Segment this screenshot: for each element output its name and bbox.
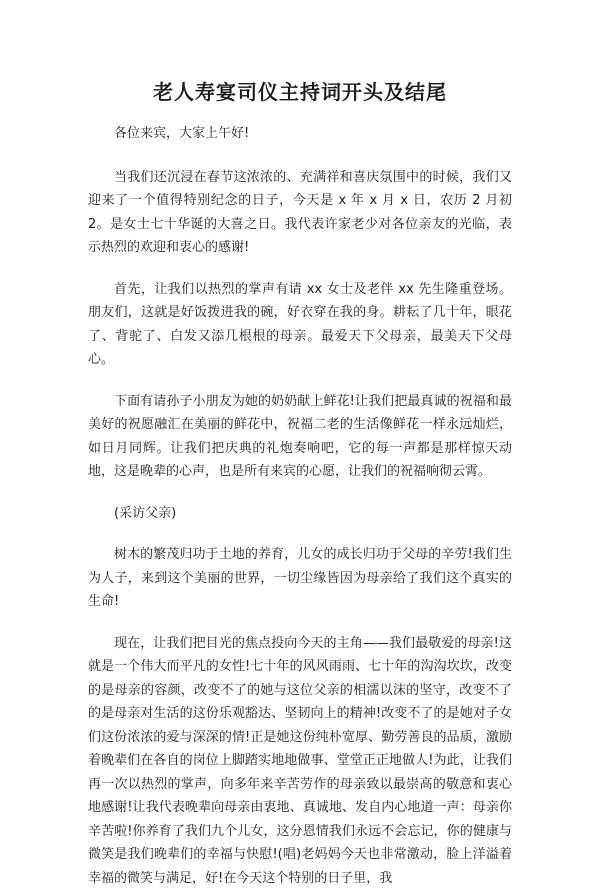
body-paragraph: 下面有请孙子小朋友为她的奶奶献上鲜花!让我们把最真诚的祝福和最美好的祝愿融汇在美丽的鲜花中，祝福二老的生活像鲜花一样永远灿烂，如日月同辉。让我们把庆典的礼炮奏响吧，它的每一声都是那样惊天动地，这是晚辈的心声，也是所有来宾的心愿，让我们的祝福响彻云霄。 [88, 390, 512, 484]
document-title: 老人寿宴司仪主持词开头及结尾 [88, 78, 512, 106]
body-paragraph: 树木的繁茂归功于土地的养育，儿女的成长归功于父母的辛劳!我们生为人子，来到这个美丽的世界，一切尘缘皆因为母亲给了我们这个真实的生命! [88, 543, 512, 614]
body-paragraph: 现在，让我们把目光的焦点投向今天的主角——我们最敬爱的母亲!这就是一个伟大而平凡的女性!七十年的风风雨雨、七十年的沟沟坎坎，改变的是母亲的容颜，改变不了的她与这位父亲的相濡以沫的坚守，改变不了的是母亲对生活的这份乐观豁达、坚韧向上的精神!改变不了的是她对子女们这份浓浓的爱与深深的情!正是她这份纯朴宽厚、勤劳善良的品质，激励着晚辈们在各自的岗位上脚踏实地地做事、堂堂正正地做人!为此，让我们再一次以热烈的掌声，向多年来辛苦劳作的母亲致以最崇高的敬意和衷心地感谢!让我代表晚辈向母亲由衷地、真诚地、发自内心地道一声：母亲你辛苦啦!你养育了我们九个儿女，这分恩情我们永远不会忘记，你的健康与微笑是我们晚辈们的幸福与快慰!(唱)老妈妈今天也非常激动，脸上洋溢着幸福的微笑与满足，好!在今天这个特别的日子里，我 [88, 632, 512, 890]
body-paragraph: 当我们还沉浸在春节这浓浓的、充满祥和喜庆氛围中的时候，我们又迎来了一个值得特别纪念的日子，今天是 x 年 x 月 x 日，农历 2 月初 2。是女士七十华诞的大喜之日。我代表许家老少对各位亲友的光临，表示热烈的欢迎和衷心的感谢! [88, 166, 512, 260]
stage-note: (采访父亲) [88, 502, 512, 526]
body-paragraph: 首先，让我们以热烈的掌声有请 xx 女士及老伴 xx 先生隆重登场。朋友们，这就是好饭拨进我的碗，好衣穿在我的身。耕耘了几十年，眼花了、背驼了、白发又添几根根的母亲。最爱天下父母亲，最美天下父母心。 [88, 278, 512, 372]
greeting-paragraph: 各位来宾，大家上午好! [88, 122, 512, 146]
